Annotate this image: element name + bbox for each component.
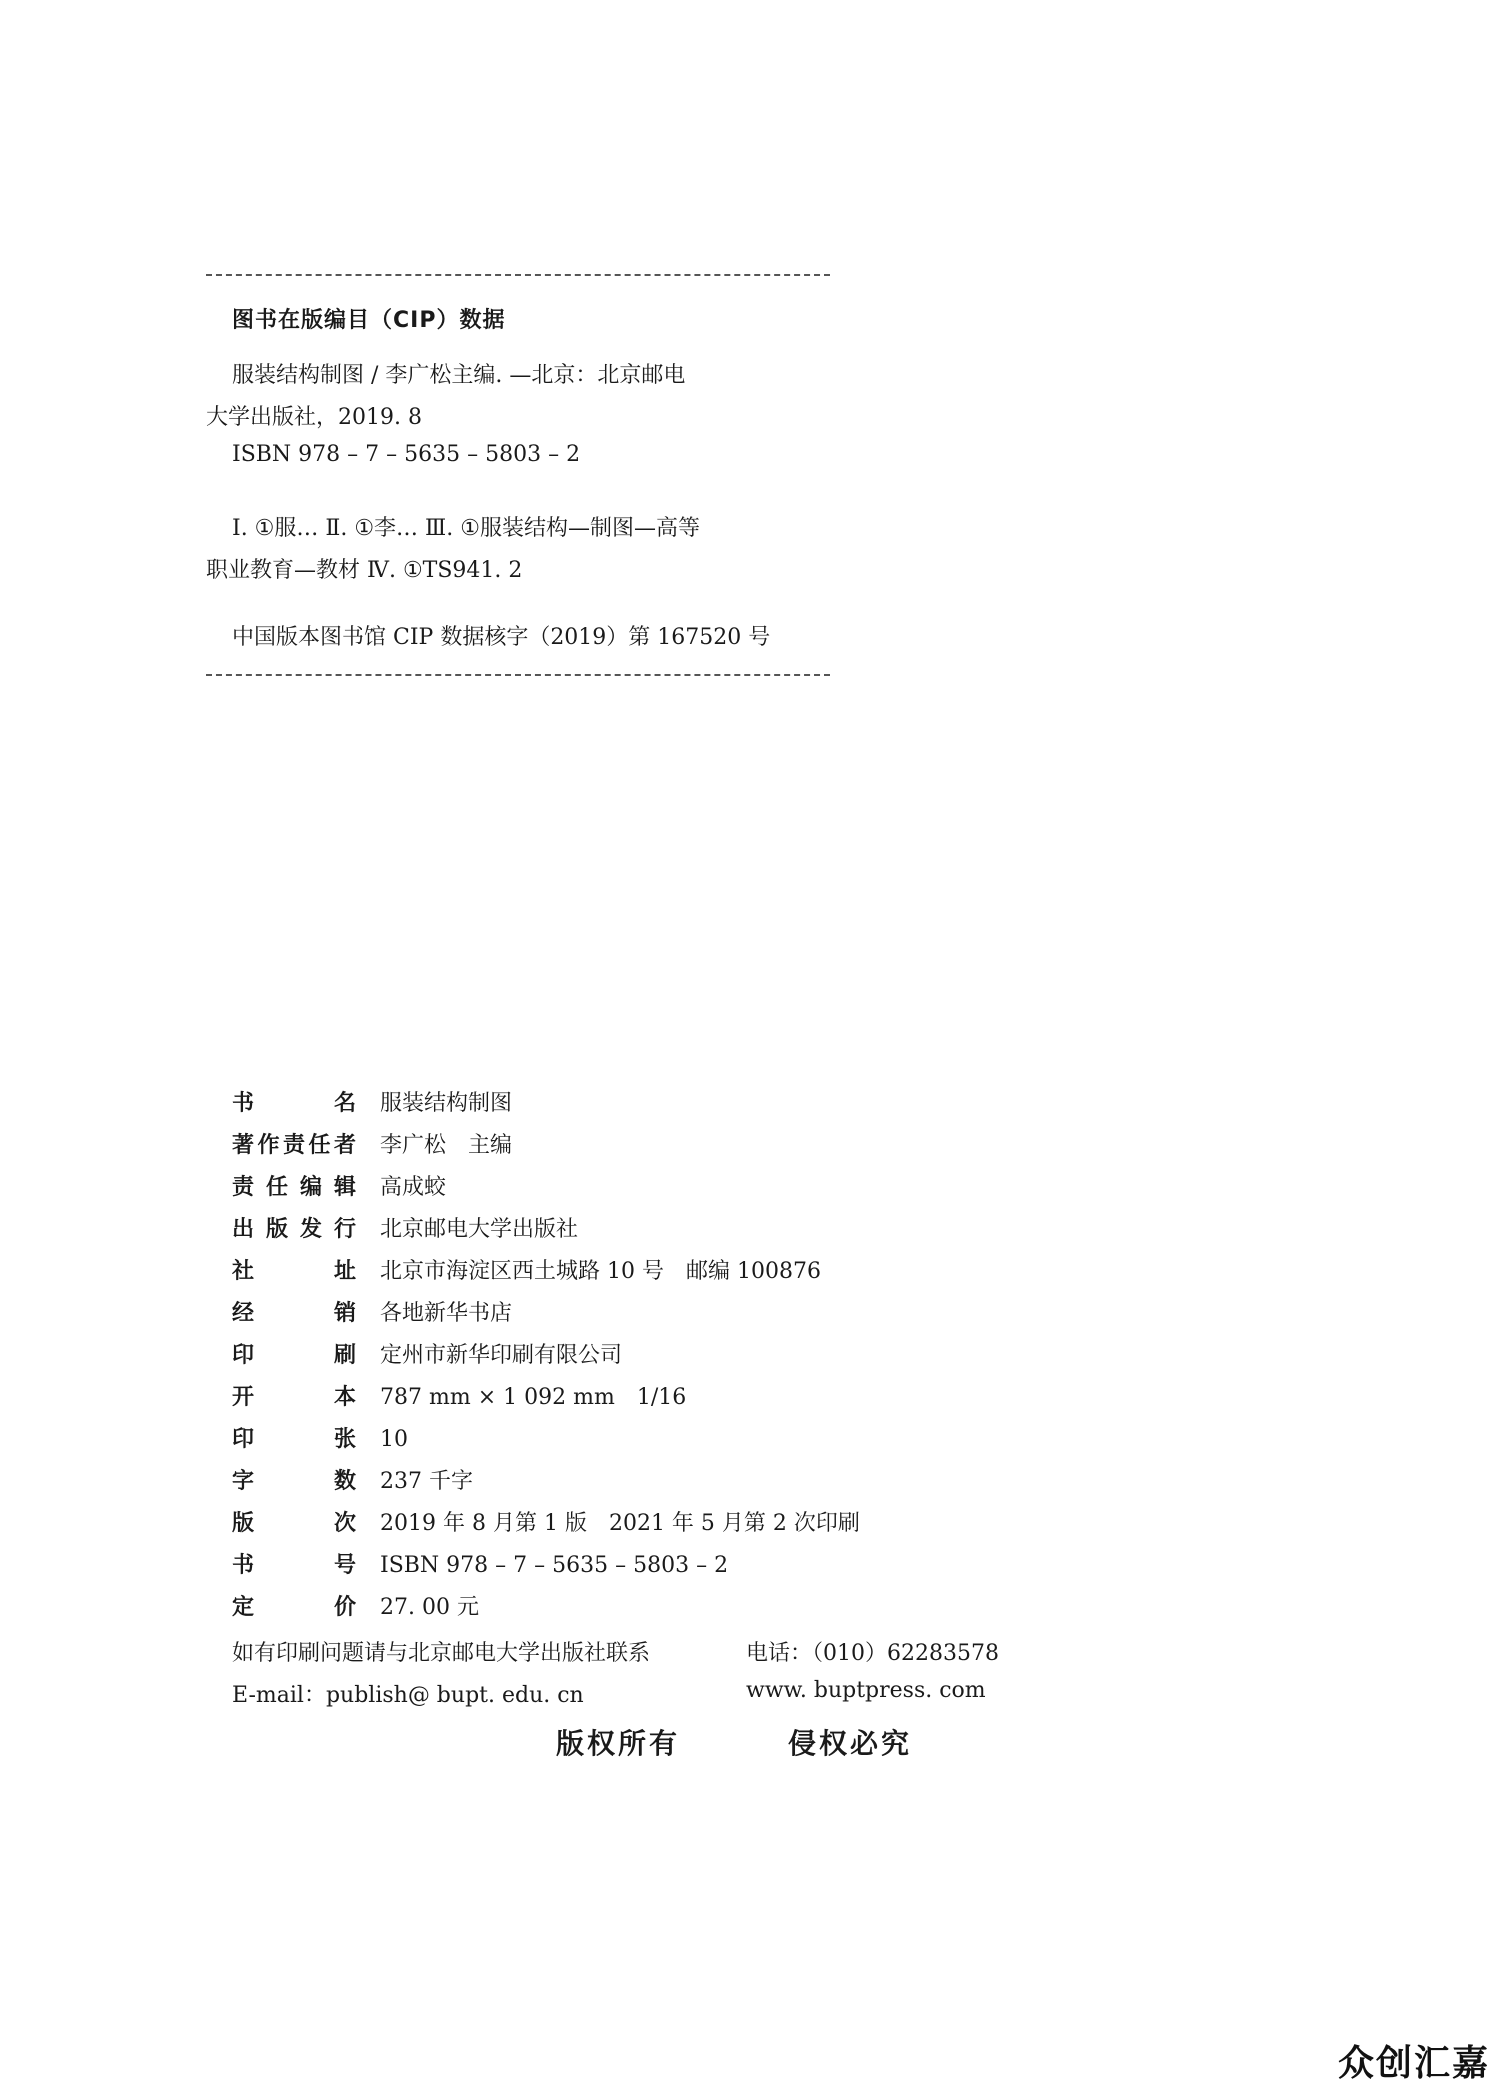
website-link[interactable]: www. buptpress. com [746, 1678, 986, 1703]
cip-bottom-divider [206, 674, 830, 676]
colophon-row [232, 1293, 1032, 1335]
colophon-label: 社址 [232, 1259, 356, 1284]
colophon-label: 定价 [232, 1595, 356, 1620]
cip-line-1: 服装结构制图 / 李广松主编. —北京：北京邮电 [232, 363, 686, 388]
colophon-label: 书名 [232, 1091, 356, 1116]
email-address: E-mail：publish@ bupt. edu. cn [232, 1683, 584, 1708]
colophon-row [232, 1419, 1032, 1461]
colophon-table [232, 1083, 1032, 1629]
colophon-label: 字数 [232, 1469, 356, 1494]
colophon-row [232, 1167, 1032, 1209]
colophon-row [232, 1125, 1032, 1167]
colophon-row [232, 1587, 1032, 1629]
colophon-value: 北京市海淀区西土城路 10 号 邮编 100876 [380, 1259, 821, 1284]
print-issue-note: 如有印刷问题请与北京邮电大学出版社联系 [232, 1641, 651, 1666]
colophon-row [232, 1377, 1032, 1419]
colophon-value: 2019 年 8 月第 1 版 2021 年 5 月第 2 次印刷 [380, 1511, 860, 1536]
cip-heading: 图书在版编目（CIP）数据 [232, 308, 506, 333]
cip-top-divider [206, 274, 830, 276]
colophon-label: 经销 [232, 1301, 356, 1326]
colophon-value: 27. 00 元 [380, 1595, 479, 1620]
colophon-label: 版次 [232, 1511, 356, 1536]
cip-line-3: ISBN 978 – 7 – 5635 – 5803 – 2 [232, 442, 581, 467]
cip-line-6: 中国版本图书馆 CIP 数据核字（2019）第 167520 号 [232, 625, 771, 650]
colophon-value: 787 mm × 1 092 mm 1/16 [380, 1385, 687, 1410]
colophon-value: 服装结构制图 [380, 1091, 513, 1116]
colophon-value: 10 [380, 1427, 408, 1452]
rights-reserved: 版权所有 [556, 1727, 681, 1760]
cip-line-5: 职业教育—教材 Ⅳ. ①TS941. 2 [206, 558, 523, 583]
colophon-label: 著作责任者 [232, 1133, 356, 1158]
colophon-label: 责任编辑 [232, 1175, 356, 1200]
colophon-row [232, 1251, 1032, 1293]
colophon-label: 印张 [232, 1427, 356, 1452]
colophon-row [232, 1209, 1032, 1251]
colophon-label: 出版发行 [232, 1217, 356, 1242]
colophon-value: 各地新华书店 [380, 1301, 513, 1326]
colophon-value: 高成蛟 [380, 1175, 447, 1200]
corner-watermark: 众创汇嘉 [1337, 2043, 1490, 2084]
colophon-row [232, 1461, 1032, 1503]
colophon-row [232, 1503, 1032, 1545]
colophon-label: 开本 [232, 1385, 356, 1410]
colophon-row [232, 1083, 1032, 1125]
colophon-value: 李广松 主编 [380, 1133, 513, 1158]
infringement-notice: 侵权必究 [788, 1727, 913, 1760]
colophon-label: 印刷 [232, 1343, 356, 1368]
colophon-label: 书号 [232, 1553, 356, 1578]
cip-line-2: 大学出版社，2019. 8 [206, 405, 422, 430]
colophon-row [232, 1335, 1032, 1377]
colophon-value: 237 千字 [380, 1469, 473, 1494]
cip-line-4: Ⅰ. ①服… Ⅱ. ①李… Ⅲ. ①服装结构—制图—高等 [232, 516, 700, 541]
colophon-value: 定州市新华印刷有限公司 [380, 1343, 623, 1368]
colophon-value: ISBN 978 – 7 – 5635 – 5803 – 2 [380, 1553, 729, 1578]
phone-number: 电话：（010）62283578 [746, 1641, 999, 1666]
colophon-row [232, 1545, 1032, 1587]
colophon-value: 北京邮电大学出版社 [380, 1217, 579, 1242]
